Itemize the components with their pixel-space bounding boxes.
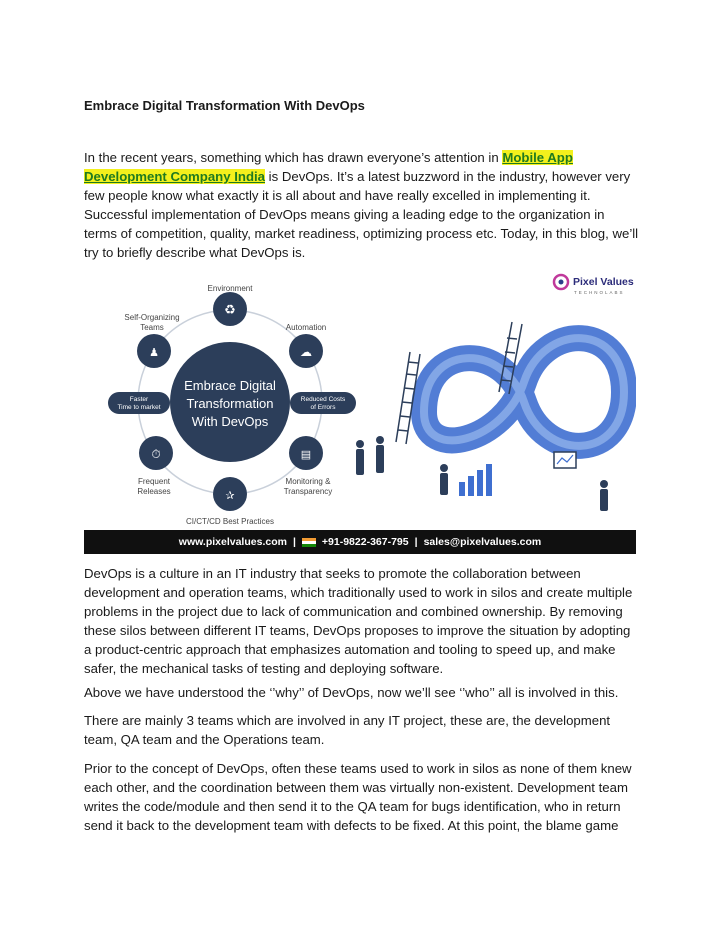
automation-node bbox=[289, 334, 323, 368]
devops-infinity-illustration bbox=[356, 322, 624, 511]
recycle-icon: ♻ bbox=[224, 302, 236, 317]
stopwatch-icon: ⏱ bbox=[151, 447, 161, 461]
self-organizing-label-1: Self-Organizing bbox=[124, 313, 180, 322]
pixel-values-logo bbox=[554, 275, 634, 295]
india-flag-icon bbox=[302, 538, 316, 547]
frequent-label-1: Frequent bbox=[137, 477, 171, 486]
automation-label: Automation bbox=[285, 323, 327, 332]
self-organizing-node bbox=[137, 334, 171, 368]
frequent-releases-node bbox=[139, 436, 173, 470]
infographic-footer: www.pixelvalues.com | +91-9822-367-795 | sales@pixelvalues.com bbox=[84, 530, 636, 554]
footer-email: sales@pixelvalues.com bbox=[423, 536, 542, 548]
brand-name: Pixel Values bbox=[573, 276, 634, 288]
intro-paragraph bbox=[84, 148, 640, 262]
center-line-1: Embrace Digital bbox=[184, 378, 276, 393]
body-paragraph-4: Prior to the concept of DevOps, often these teams used to work in silos as none of them knew each other, and the coordination between them was virtually non-existent. Development team writes the code/module and then send it to the QA team for bugs identification, who in return send it back to the development team with defects to be fixed. At this point, the blame game bbox=[84, 761, 632, 833]
body-paragraph-2: Above we have understood the ‘’why’’ of DevOps, now we’ll see ‘’who’’ all is involved in this. bbox=[84, 685, 619, 700]
faster-label-1: Faster bbox=[129, 396, 149, 403]
body-paragraph-1: DevOps is a culture in an IT industry that seeks to promote the collaboration between development and operation teams, which traditionally used to work in silos and create multiple problems in the project due to lack of communication and combined ownership. By removing these silos between different IT teams, DevOps proposes to improve the situation by adopting a product-centric approach that emphasizes automation and tooling to speed up, and make safer, the mechanical tasks of testing and deploying software. bbox=[84, 566, 633, 676]
body-paragraph-3: There are mainly 3 teams which are involved in any IT project, these are, the development team, QA team and the Operations team. bbox=[84, 713, 611, 747]
intro-text-after: is DevOps. It’s a latest buzzword in the industry, however very few people know what exactly it is all about and have really excelled in implementing it. Successful implementation of DevOps means giving a leading edge to the organization in terms of competition, quality, market readiness, optimizing process etc. Today, in this blog, we’ll try to briefly describe what DevOps is. bbox=[84, 169, 639, 260]
monitoring-label-2: Transparency bbox=[283, 487, 333, 496]
devops-infographic bbox=[84, 272, 636, 554]
faster-node bbox=[108, 392, 170, 414]
footer-website: www.pixelvalues.com bbox=[178, 536, 287, 548]
stars-icon: ✰ bbox=[225, 490, 235, 502]
team-icon: ♟ bbox=[149, 347, 159, 359]
environment-label: Environment bbox=[207, 284, 253, 293]
monitoring-node bbox=[289, 436, 323, 470]
reduced-costs-node bbox=[290, 392, 356, 414]
cloud-icon: ☁ bbox=[300, 345, 312, 359]
reduced-label-2: of Errors bbox=[310, 404, 336, 411]
center-line-3: With DevOps bbox=[191, 414, 269, 429]
brand-sub: TECHNOLABS bbox=[574, 290, 625, 295]
cicd-node bbox=[213, 477, 247, 511]
self-organizing-label-2: Teams bbox=[140, 323, 164, 332]
clipboard-icon: ▤ bbox=[300, 449, 312, 461]
center-line-2: Transformation bbox=[186, 396, 274, 411]
faster-label-2: Time to market bbox=[117, 404, 161, 411]
monitoring-label-1: Monitoring & bbox=[285, 477, 331, 486]
intro-text-before: In the recent years, something which has drawn everyone’s attention in bbox=[84, 150, 503, 165]
environment-node bbox=[213, 292, 247, 326]
cicd-label: CI/CT/CD Best Practices bbox=[185, 517, 275, 526]
mobile-app-link[interactable]: Mobile App Development Company India bbox=[84, 150, 573, 184]
footer-phone: +91-9822-367-795 bbox=[321, 536, 409, 548]
page-title: Embrace Digital Transformation With DevOps bbox=[84, 98, 365, 113]
reduced-label-1: Reduced Costs bbox=[300, 396, 346, 403]
frequent-label-2: Releases bbox=[137, 487, 171, 496]
infographic-graphic bbox=[84, 272, 636, 530]
